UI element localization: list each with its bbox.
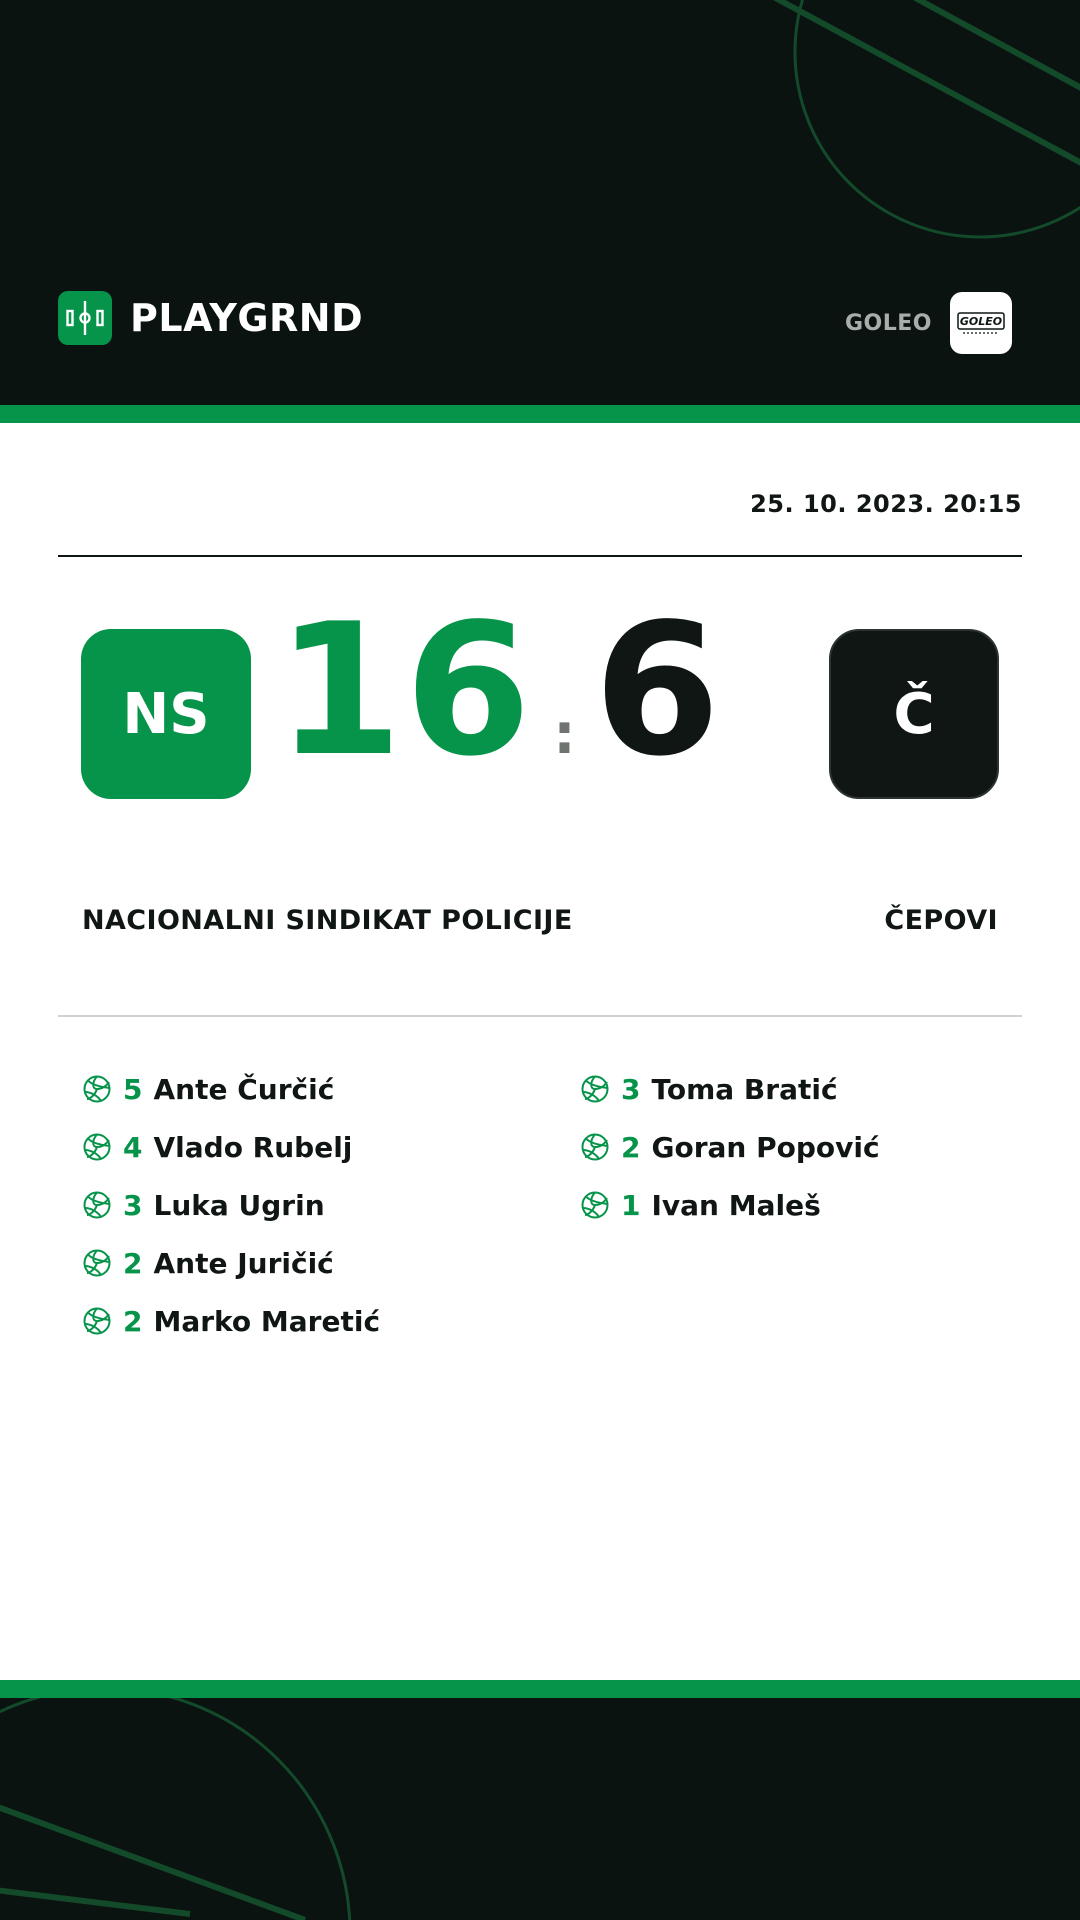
- brand-name: PLAYGRND: [130, 296, 364, 340]
- scorer-goals: 5: [123, 1072, 143, 1106]
- away-team-name: ČEPOVI: [884, 905, 998, 936]
- scorer-name: Ivan Maleš: [651, 1188, 821, 1222]
- scorer-row: [580, 1118, 880, 1176]
- scorer-name: Luka Ugrin: [153, 1188, 325, 1222]
- ball-icon: [580, 1190, 610, 1220]
- ball-icon: [82, 1074, 112, 1104]
- home-scorers-list: [82, 1060, 380, 1350]
- partner: [845, 292, 1012, 354]
- header-banner: [0, 0, 1080, 405]
- score-separator: :: [553, 702, 576, 767]
- scorer-goals: 4: [123, 1130, 143, 1164]
- scorer-row: [82, 1234, 380, 1292]
- svg-text:GOLEO: GOLEO: [959, 315, 1003, 328]
- scorer-row: [82, 1118, 380, 1176]
- ball-icon: [82, 1132, 112, 1162]
- partner-label: GOLEO: [844, 310, 932, 336]
- brand: [58, 290, 363, 346]
- scoreline: [276, 584, 721, 796]
- scorer-name: Vlado Rubelj: [153, 1130, 353, 1164]
- partner-logo: [950, 292, 1012, 354]
- pitch-lines-decoration: [0, 1698, 1080, 1920]
- away-scorers-list: [580, 1060, 880, 1234]
- ball-icon: [82, 1306, 112, 1336]
- scorer-goals: 2: [123, 1246, 143, 1280]
- scorer-goals: 3: [123, 1188, 143, 1222]
- scorer-row: [82, 1176, 380, 1234]
- divider: [58, 555, 1022, 557]
- scorer-name: Goran Popović: [651, 1130, 880, 1164]
- divider: [58, 1015, 1022, 1017]
- away-team-badge: Č: [829, 629, 999, 799]
- ball-icon: [82, 1190, 112, 1220]
- home-score: 16: [276, 584, 534, 796]
- home-team-name: NACIONALNI SINDIKAT POLICIJE: [82, 905, 573, 936]
- scorer-goals: 1: [621, 1188, 641, 1222]
- scorer-row: [580, 1060, 880, 1118]
- footer-banner: [0, 1698, 1080, 1920]
- scorer-goals: 3: [621, 1072, 641, 1106]
- scorer-goals: 2: [621, 1130, 641, 1164]
- ball-icon: [82, 1248, 112, 1278]
- pitch-icon: [58, 291, 112, 345]
- footer-accent-stripe: [0, 1680, 1080, 1698]
- away-score: 6: [593, 584, 721, 796]
- ball-icon: [580, 1132, 610, 1162]
- ball-icon: [580, 1074, 610, 1104]
- scorer-name: Marko Maretić: [153, 1304, 381, 1338]
- scorer-row: [580, 1176, 880, 1234]
- header-accent-stripe: [0, 405, 1080, 423]
- scorer-name: Ante Čurčić: [153, 1072, 335, 1106]
- scorer-row: [82, 1060, 380, 1118]
- scorer-name: Ante Juričić: [153, 1246, 334, 1280]
- scorer-name: Toma Bratić: [651, 1072, 838, 1106]
- scorer-goals: 2: [123, 1304, 143, 1338]
- match-datetime: 25. 10. 2023. 20:15: [750, 490, 1022, 518]
- scorer-row: [82, 1292, 380, 1350]
- home-team-badge: NS: [81, 629, 251, 799]
